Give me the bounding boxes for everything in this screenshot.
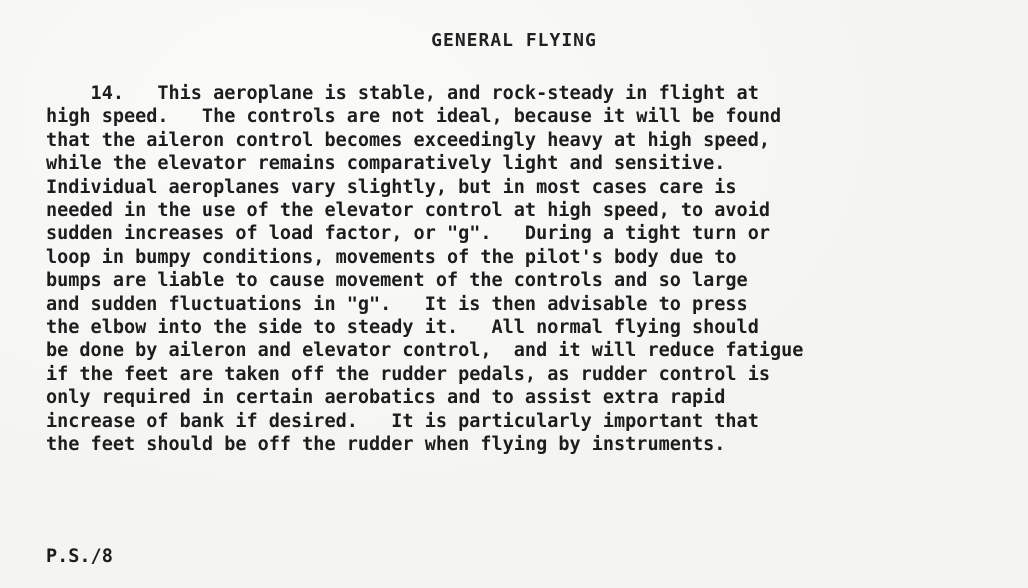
text-line: the elbow into the side to steady it. All normal flying should: [46, 317, 759, 339]
page-reference: P.S./8: [46, 546, 113, 567]
text-line: that the aileron control becomes exceedingly heavy at high speed,: [46, 129, 770, 151]
text-line: be done by aileron and elevator control, and it will reduce fatigue: [46, 340, 804, 362]
text-line: if the feet are taken off the rudder pedals, as rudder control is: [46, 363, 770, 385]
text-line: Individual aeroplanes vary slightly, but in most cases care is: [46, 176, 737, 198]
text-line: the feet should be off the rudder when flying by instruments.: [46, 434, 726, 456]
text-line: loop in bumpy conditions, movements of the pilot's body due to: [46, 246, 737, 268]
text-line: bumps are liable to cause movement of the controls and so large: [46, 270, 748, 292]
text-line: while the elevator remains comparatively light and sensitive.: [46, 153, 726, 175]
text-line: sudden increases of load factor, or "g". During a tight turn or: [46, 223, 770, 245]
text-line: and sudden fluctuations in "g". It is then advisable to press: [46, 293, 748, 315]
paragraph-14: [46, 82, 1026, 457]
page-heading: GENERAL FLYING: [431, 30, 597, 51]
bleed-through-text: [90, 4, 951, 23]
text-line: needed in the use of the elevator control at high speed, to avoid: [46, 200, 770, 222]
text-line: only required in certain aerobatics and to assist extra rapid: [46, 387, 726, 409]
text-line: 14. This aeroplane is stable, and rock-steady in flight at: [46, 83, 759, 104]
text-line: high speed. The controls are not ideal, because it will be found: [46, 106, 782, 128]
text-line: increase of bank if desired. It is particularly important that: [46, 410, 759, 432]
